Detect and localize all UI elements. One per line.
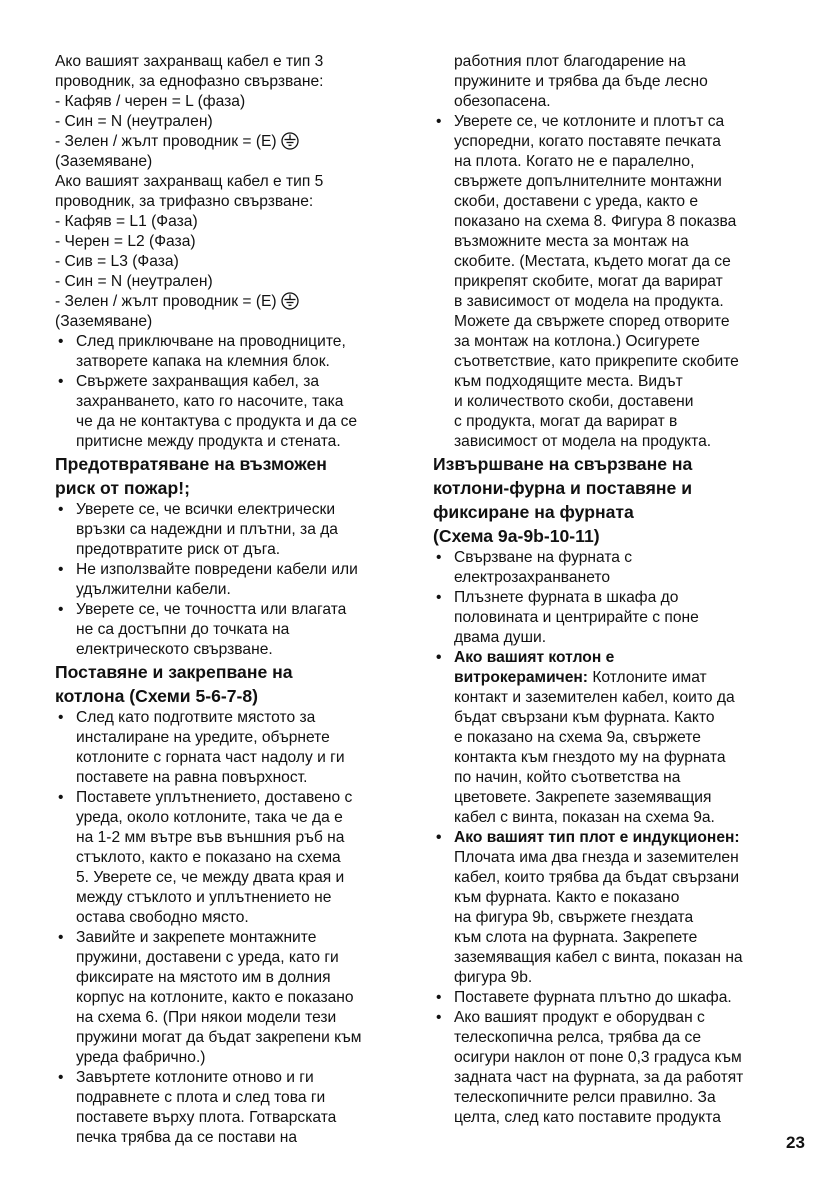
bullet-list: [433, 548, 785, 1128]
text-line: [55, 132, 400, 152]
bullet-item-line: Плочата има два гнезда и заземителен: [454, 849, 739, 866]
bullet-item-line: поставете върху плота. Готварската: [76, 1109, 337, 1126]
bullet-item-line: свържете допълнителните монтажни: [454, 173, 722, 190]
text-line: - Сив = L3 (Фаза): [55, 253, 179, 270]
bullet-item: • След като подготвите мястото за: [55, 708, 400, 728]
bullet-item-line: двама души.: [454, 629, 547, 646]
bullet-item: • Свържете захранващия кабел, за: [55, 372, 400, 392]
section-heading-fire-risk: [55, 452, 400, 500]
heading-line: Предотвратяване на възможен: [55, 454, 327, 474]
heading-line: фиксиране на фурната: [433, 502, 634, 522]
section-heading-hob-mounting: [55, 660, 400, 708]
heading-line: котлони-фурна и поставяне и: [433, 478, 693, 498]
bullet-item-line: скобите. (Местата, където могат да се: [454, 253, 731, 270]
bullet-item-line: целта, след като поставите продукта: [454, 1109, 721, 1126]
bullet-list: [55, 332, 400, 452]
bullet-item-line: остава свободно място.: [76, 909, 249, 926]
bullet-item-line: подравнете с плота и след това ги: [76, 1089, 326, 1106]
bullet-item-line: е показано на схема 9a, свържете: [454, 729, 701, 746]
earth-wire-text: - Зелен / жълт проводник = (E): [55, 293, 277, 310]
bullet-item: • Плъзнете фурната в шкафа до: [433, 588, 785, 608]
bullet-item-line: пружини, доставени с уреда, като ги: [76, 949, 339, 966]
bullet-item-line: контакта към гнездото му на фурната: [454, 749, 726, 766]
bullet-item-line: работния плот благодарение на: [454, 53, 686, 70]
heading-line: риск от пожар!;: [55, 478, 190, 498]
bullet-item-line: електрическото свързване.: [76, 641, 273, 658]
bullet-item-line: към слота на фурната. Закрепете: [454, 929, 698, 946]
bullet-item-line: и количеството скоби, доставени: [454, 393, 694, 410]
text-line: Ако вашият захранващ кабел е тип 3: [55, 53, 324, 70]
bullet-item-line: заземяващия кабел с винта, показан на: [454, 949, 743, 966]
bullet-item-line: захранването, като го насочите, така: [76, 393, 344, 410]
bullet-item-induction: • Ако вашият тип плот е индукционен:: [433, 828, 785, 848]
text-line: - Кафяв / черен = L (фаза): [55, 93, 246, 110]
text-line: проводник, за еднофазно свързване:: [55, 73, 324, 90]
bullet-list: [433, 112, 785, 452]
bullet-item-line: скоби, доставени с уреда, както е: [454, 193, 699, 210]
bullet-item: • Завийте и закрепете монтажните: [55, 928, 400, 948]
bullet-item-line: показано на схема 8. Фигура 8 показва: [454, 213, 737, 230]
bullet-item: • След приключване на проводниците,: [55, 332, 400, 352]
bullet-item-line: кабел, които трябва да бъдат свързани: [454, 869, 740, 886]
bullet-item-line: между стъклото и уплътнението не: [76, 889, 332, 906]
bullet-item-line: пружини могат да бъдат закрепени към: [76, 1029, 362, 1046]
text-line: - Син = N (неутрален): [55, 113, 213, 130]
bullet-item-line: връзки са надеждни и плътни, за да: [76, 521, 338, 538]
text-line: - Кафяв = L1 (Фаза): [55, 213, 198, 230]
bullet-item-line: Можете да свържете според отворите: [454, 313, 730, 330]
bullet-item-line: електрозахранването: [454, 569, 610, 586]
heading-line: Извършване на свързване на: [433, 454, 693, 474]
bullet-item-line: пружините и трябва да бъде лесно: [454, 73, 708, 90]
bullet-item-vitroceramic: • Ако вашият котлон е: [433, 648, 785, 668]
paragraph-three-phase: [55, 172, 400, 332]
left-column: [55, 52, 400, 1148]
bullet-item-line: притисне между продукта и стената.: [76, 433, 341, 450]
bullet-item-line: половината и центрирайте с поне: [454, 609, 699, 626]
bullet-item-line: затворете капака на клемния блок.: [76, 353, 330, 370]
bullet-item-line: удължителни кабели.: [76, 581, 231, 598]
text-line: (Заземяване): [55, 313, 153, 330]
bullet-item-line: бъдат свързани към фурната. Както: [454, 709, 715, 726]
bullet-item-line: съответствие, като прикрепите скобите: [454, 353, 739, 370]
bullet-item-line: не са достъпни до точката на: [76, 621, 290, 638]
bullet-item-line: контакт и заземителен кабел, които да: [454, 689, 735, 706]
bullet-item-line: с продукта, могат да варират в: [454, 413, 678, 430]
bullet-item-line: за монтаж на котлона.) Осигурете: [454, 333, 700, 350]
bullet-list: [55, 500, 400, 660]
bullet-continuation: [433, 52, 785, 112]
bullet-item: • Уверете се, че всички електрически: [55, 500, 400, 520]
bullet-item-line: уреда фабрично.): [76, 1049, 206, 1066]
page-number: 23: [786, 1133, 805, 1152]
bullet-item-line: цветовете. Закрепете заземяващия: [454, 789, 712, 806]
text-line: проводник, за трифазно свързване:: [55, 193, 314, 210]
bullet-item-line: успоредни, когато поставяте печката: [454, 133, 721, 150]
heading-line: котлона (Схеми 5-6-7-8): [55, 686, 259, 706]
bullet-item-line: фигура 9b.: [454, 969, 533, 986]
bullet-item-line: 5. Уверете се, че между двата края и: [76, 869, 345, 886]
bullet-item-line: [433, 668, 785, 688]
bullet-item-line: на фигура 9b, свържете гнездата: [454, 909, 694, 926]
bullet-item-line: зависимост от модела на продукта.: [454, 433, 712, 450]
bullet-item: • Свързване на фурната с: [433, 548, 785, 568]
bullet-item-line: уреда, около котлоните, така че да е: [76, 809, 343, 826]
bullet-item-line: обезопасена.: [454, 93, 551, 110]
right-column: [433, 52, 785, 1128]
bullet-item-line: прикрепят скобите, могат да варират: [454, 273, 723, 290]
text-line: [55, 292, 400, 312]
bullet-item-line: на плота. Когато не е паралелно,: [454, 153, 695, 170]
text-line: - Черен = L2 (Фаза): [55, 233, 196, 250]
bullet-item-line: към фурната. Както е показано: [454, 889, 680, 906]
bullet-item-line: осигури наклон от поне 0,3 градуса към: [454, 1049, 742, 1066]
bullet-item: • Поставете уплътнението, доставено с: [55, 788, 400, 808]
bullet-item-line: печка трябва да се постави на: [76, 1129, 298, 1146]
text-line: Ако вашият захранващ кабел е тип 5: [55, 173, 324, 190]
bullet-item: • Ако вашият продукт е оборудван с: [433, 1008, 785, 1028]
vitroceramic-label: витрокерамичен:: [454, 669, 588, 686]
section-heading-oven-connection: [433, 452, 785, 548]
bullet-item-line: предотвратите риск от дъга.: [76, 541, 281, 558]
bullet-item-line: телескопична релса, трябва да се: [454, 1029, 702, 1046]
bullet-item-line: стъклото, както е показано на схема: [76, 849, 341, 866]
bullet-list: [55, 708, 400, 1148]
text-line: (Заземяване): [55, 153, 153, 170]
paragraph-single-phase: [55, 52, 400, 172]
bullet-item-line: на схема 6. (При някои модели тези: [76, 1009, 337, 1026]
bullet-item-line: на 1-2 мм вътре във външния ръб на: [76, 829, 345, 846]
bullet-item: • Поставете фурната плътно до шкафа.: [433, 988, 785, 1008]
bullet-item-line: корпус на котлоните, както е показано: [76, 989, 354, 1006]
bullet-item: • Уверете се, че точността или влагата: [55, 600, 400, 620]
bullet-item: • Завъртете котлоните отново и ги: [55, 1068, 400, 1088]
bullet-item-line: по начин, който съответства на: [454, 769, 681, 786]
bullet-item-line: възможните места за монтаж на: [454, 233, 689, 250]
earth-wire-text: - Зелен / жълт проводник = (E): [55, 133, 277, 150]
heading-line: (Схема 9a-9b-10-11): [433, 526, 600, 546]
bullet-item-line: фиксирате на мястото им в долния: [76, 969, 331, 986]
bullet-item: • Не използвайте повредени кабели или: [55, 560, 400, 580]
text-line: - Син = N (неутрален): [55, 273, 213, 290]
bullet-item-line: телескопичните релси правилно. За: [454, 1089, 716, 1106]
bullet-item-line: инсталиране на уредите, обърнете: [76, 729, 330, 746]
earth-ground-icon: [281, 132, 299, 150]
bullet-item-line: към подходящите места. Видът: [454, 373, 683, 390]
earth-ground-icon: [281, 292, 299, 310]
bullet-item-line: задната част на фурната, за да работят: [454, 1069, 744, 1086]
heading-line: Поставяне и закрепване на: [55, 662, 293, 682]
bullet-item-line: поставете на равна повърхност.: [76, 769, 308, 786]
vitroceramic-text: Котлоните имат: [588, 669, 707, 686]
bullet-item: • Уверете се, че котлоните и плотът са: [433, 112, 785, 132]
bullet-item-line: котлоните с горната част надолу и ги: [76, 749, 345, 766]
bullet-item-line: кабел с винта, показан на схема 9a.: [454, 809, 715, 826]
bullet-item-line: в зависимост от модела на продукта.: [454, 293, 724, 310]
bullet-item-line: че да не контактува с продукта и да се: [76, 413, 358, 430]
